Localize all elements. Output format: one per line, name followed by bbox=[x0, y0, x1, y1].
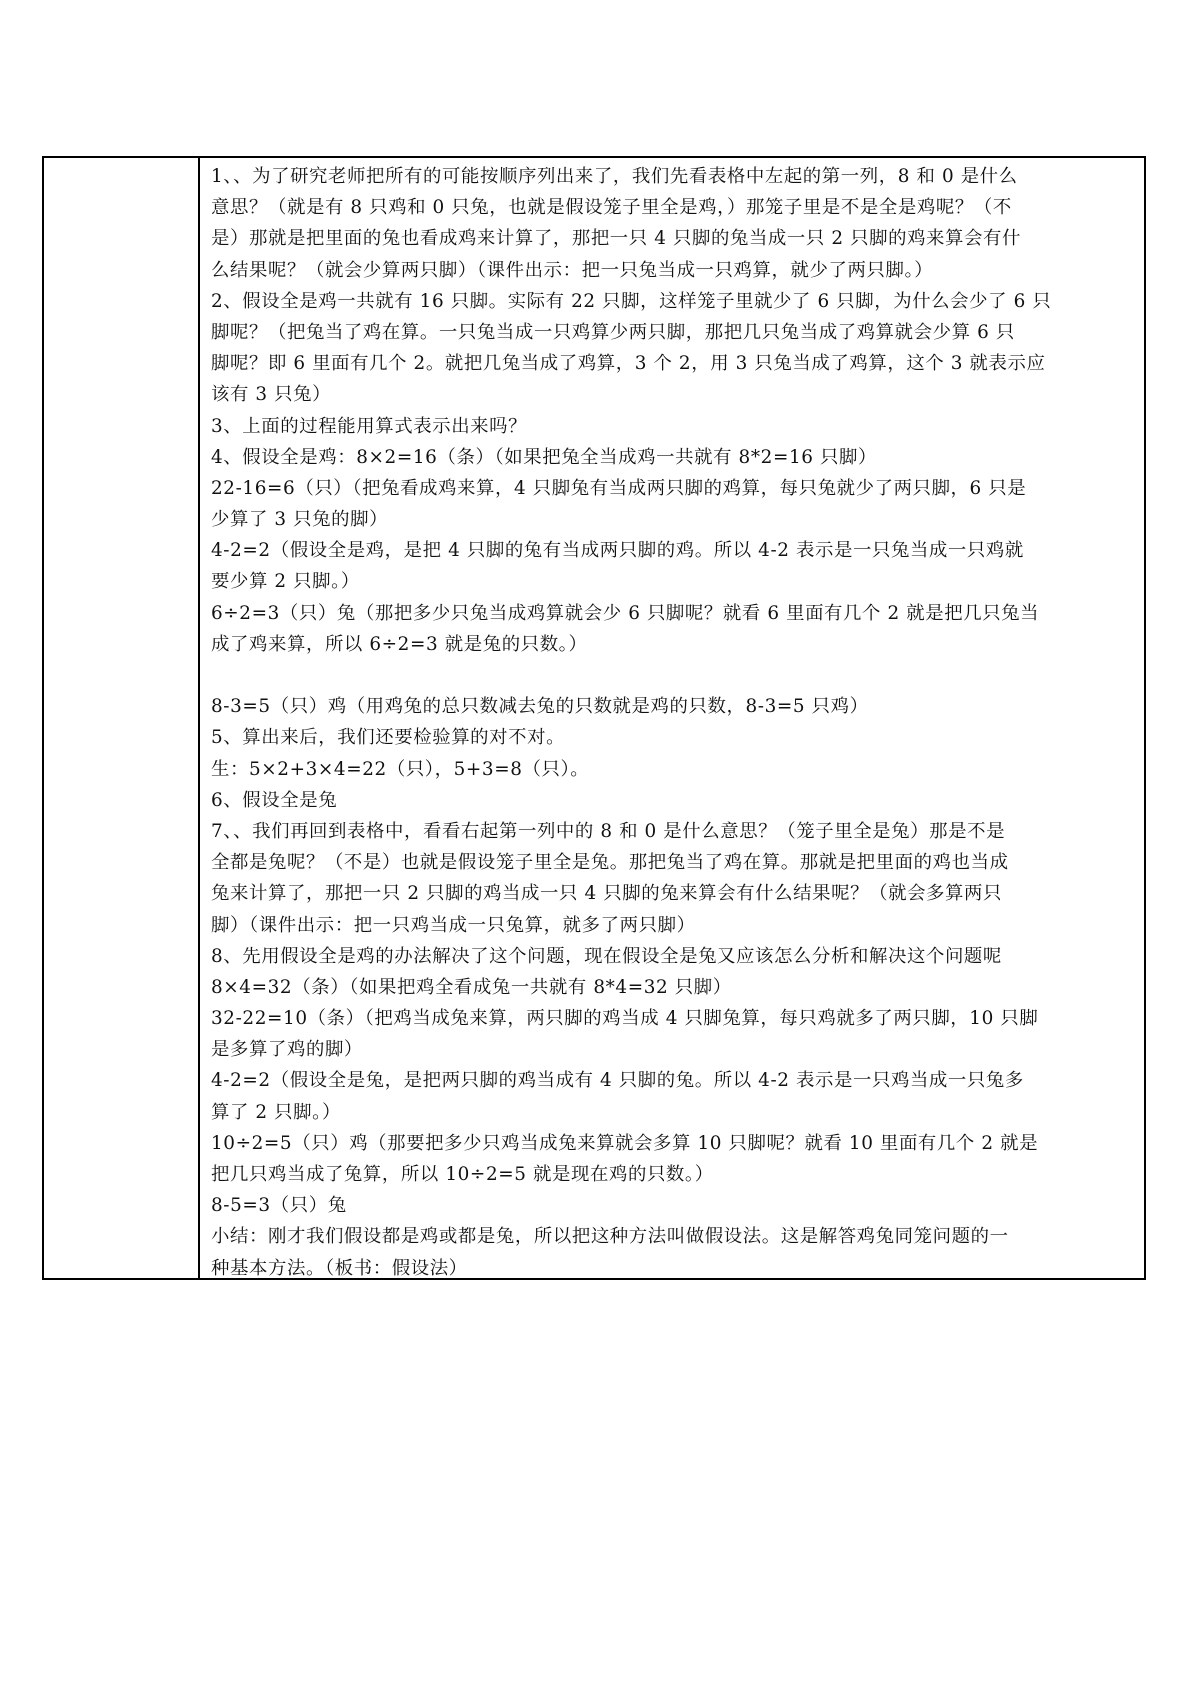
blank-line bbox=[211, 660, 1134, 691]
text-line: 7、、我们再回到表格中，看看右起第一列中的 8 和 0 是什么意思？（笼子里全是兔）那是不是 bbox=[211, 820, 1006, 842]
text-line: 10÷2=5（只）鸡（那要把多少只鸡当成兔来算就会多算 10 只脚呢？就看 10 里面有几个 2 就是 bbox=[211, 1132, 1039, 1154]
text-line: 1、、为了研究老师把所有的可能按顺序列出来了，我们先看表格中左起的第一列，8 和 0 是什么 bbox=[211, 166, 1018, 187]
text-line: 种基本方法。（板书：假设法） bbox=[211, 1257, 468, 1278]
text-line: 全都是兔呢？（不是）也就是假设笼子里全是兔。那把兔当了鸡在算。那就是把里面的鸡也当成 bbox=[211, 852, 1009, 874]
text-line: 是）那就是把里面的兔也看成鸡来计算了，那把一只 4 只脚的兔当成一只 2 只脚的鸡来算会有什 bbox=[211, 228, 1022, 250]
text-line: 8-5=3（只）兔 bbox=[211, 1195, 347, 1217]
text-line: 4-2=2（假设全是兔，是把两只脚的鸡当成有 4 只脚的兔。所以 4-2 表示是一只鸡当成一只兔多 bbox=[211, 1070, 1024, 1092]
text-line: 生：5×2+3×4=22（只），5+3=8（只）。 bbox=[211, 758, 590, 780]
text-line: 8、先用假设全是鸡的办法解决了这个问题，现在假设全是兔又应该怎么分析和解决这个问题呢 bbox=[211, 945, 1002, 967]
text-line: 8-3=5（只）鸡（用鸡兔的总只数减去兔的只数就是鸡的只数，8-3=5 只鸡） bbox=[211, 696, 869, 718]
text-line: 4、假设全是鸡：8×2=16（条）（如果把兔全当成鸡一共就有 8*2=16 只脚） bbox=[211, 446, 877, 468]
text-line: 算了 2 只脚。） bbox=[211, 1101, 341, 1123]
text-line: 8×4=32（条）（如果把鸡全看成兔一共就有 8*4=32 只脚） bbox=[211, 976, 732, 998]
text-line: 该有 3 只兔） bbox=[211, 384, 332, 406]
text-line: 脚呢？（把兔当了鸡在算。一只兔当成一只鸡算少两只脚，那把几只兔当成了鸡算就会少算 6 只 bbox=[211, 321, 1015, 343]
text-line: 5、算出来后，我们还要检验算的对不对。 bbox=[211, 727, 566, 749]
text-line: 把几只鸡当成了兔算，所以 10÷2=5 就是现在鸡的只数。） bbox=[211, 1164, 714, 1185]
table-content-cell bbox=[200, 158, 1144, 1278]
text-line: 成了鸡来算，所以 6÷2=3 就是兔的只数。） bbox=[211, 633, 588, 655]
text-line: 么结果呢？（就会少算两只脚）（课件出示：把一只兔当成一只鸡算，就少了两只脚。） bbox=[211, 259, 934, 281]
text-line: 2、假设全是鸡一共就有 16 只脚。实际有 22 只脚，这样笼子里就少了 6 只脚，为什么会少了 6 只 bbox=[211, 290, 1052, 312]
text-line: 是多算了鸡的脚） bbox=[211, 1039, 363, 1061]
text-line: 少算了 3 只兔的脚） bbox=[211, 509, 389, 531]
text-line: 脚）（课件出示：把一只鸡当成一只兔算，就多了两只脚） bbox=[211, 914, 696, 936]
text-line: 4-2=2（假设全是鸡，是把 4 只脚的兔有当成两只脚的鸡。所以 4-2 表示是一只兔当成一只鸡就 bbox=[211, 540, 1024, 562]
document-table bbox=[42, 156, 1146, 1280]
text-line: 小结：刚才我们假设都是鸡或都是兔，所以把这种方法叫做假设法。这是解答鸡兔同笼问题的一 bbox=[211, 1226, 1009, 1248]
text-line: 兔来计算了，那把一只 2 只脚的鸡当成一只 4 只脚的兔来算会有什么结果呢？（就会多算两只 bbox=[211, 883, 1003, 905]
text-line: 6、假设全是兔 bbox=[211, 789, 338, 811]
text-line: 22-16=6（只）（把兔看成鸡来算，4 只脚兔有当成两只脚的鸡算，每只兔就少了两只脚，6 只是 bbox=[211, 477, 1027, 499]
text-line: 3、上面的过程能用算式表示出来吗？ bbox=[211, 415, 528, 437]
table-left-cell bbox=[44, 158, 200, 1278]
text-line: 要少算 2 只脚。） bbox=[211, 571, 360, 593]
text-line: 6÷2=3（只）兔（那把多少只兔当成鸡算就会少 6 只脚呢？就看 6 里面有几个 2 就是把几只兔当 bbox=[211, 602, 1040, 624]
text-line: 脚呢？即 6 里面有几个 2。就把几兔当成了鸡算，3 个 2，用 3 只兔当成了鸡算，这个 3 就表示应 bbox=[211, 353, 1046, 375]
text-line: 32-22=10（条）（把鸡当成兔来算，两只脚的鸡当成 4 只脚兔算，每只鸡就多了两只脚，10 只脚 bbox=[211, 1008, 1039, 1030]
text-line: 意思？（就是有 8 只鸡和 0 只兔，也就是假设笼子里全是鸡，）那笼子里是不是全是鸡呢？（不 bbox=[211, 197, 1012, 219]
